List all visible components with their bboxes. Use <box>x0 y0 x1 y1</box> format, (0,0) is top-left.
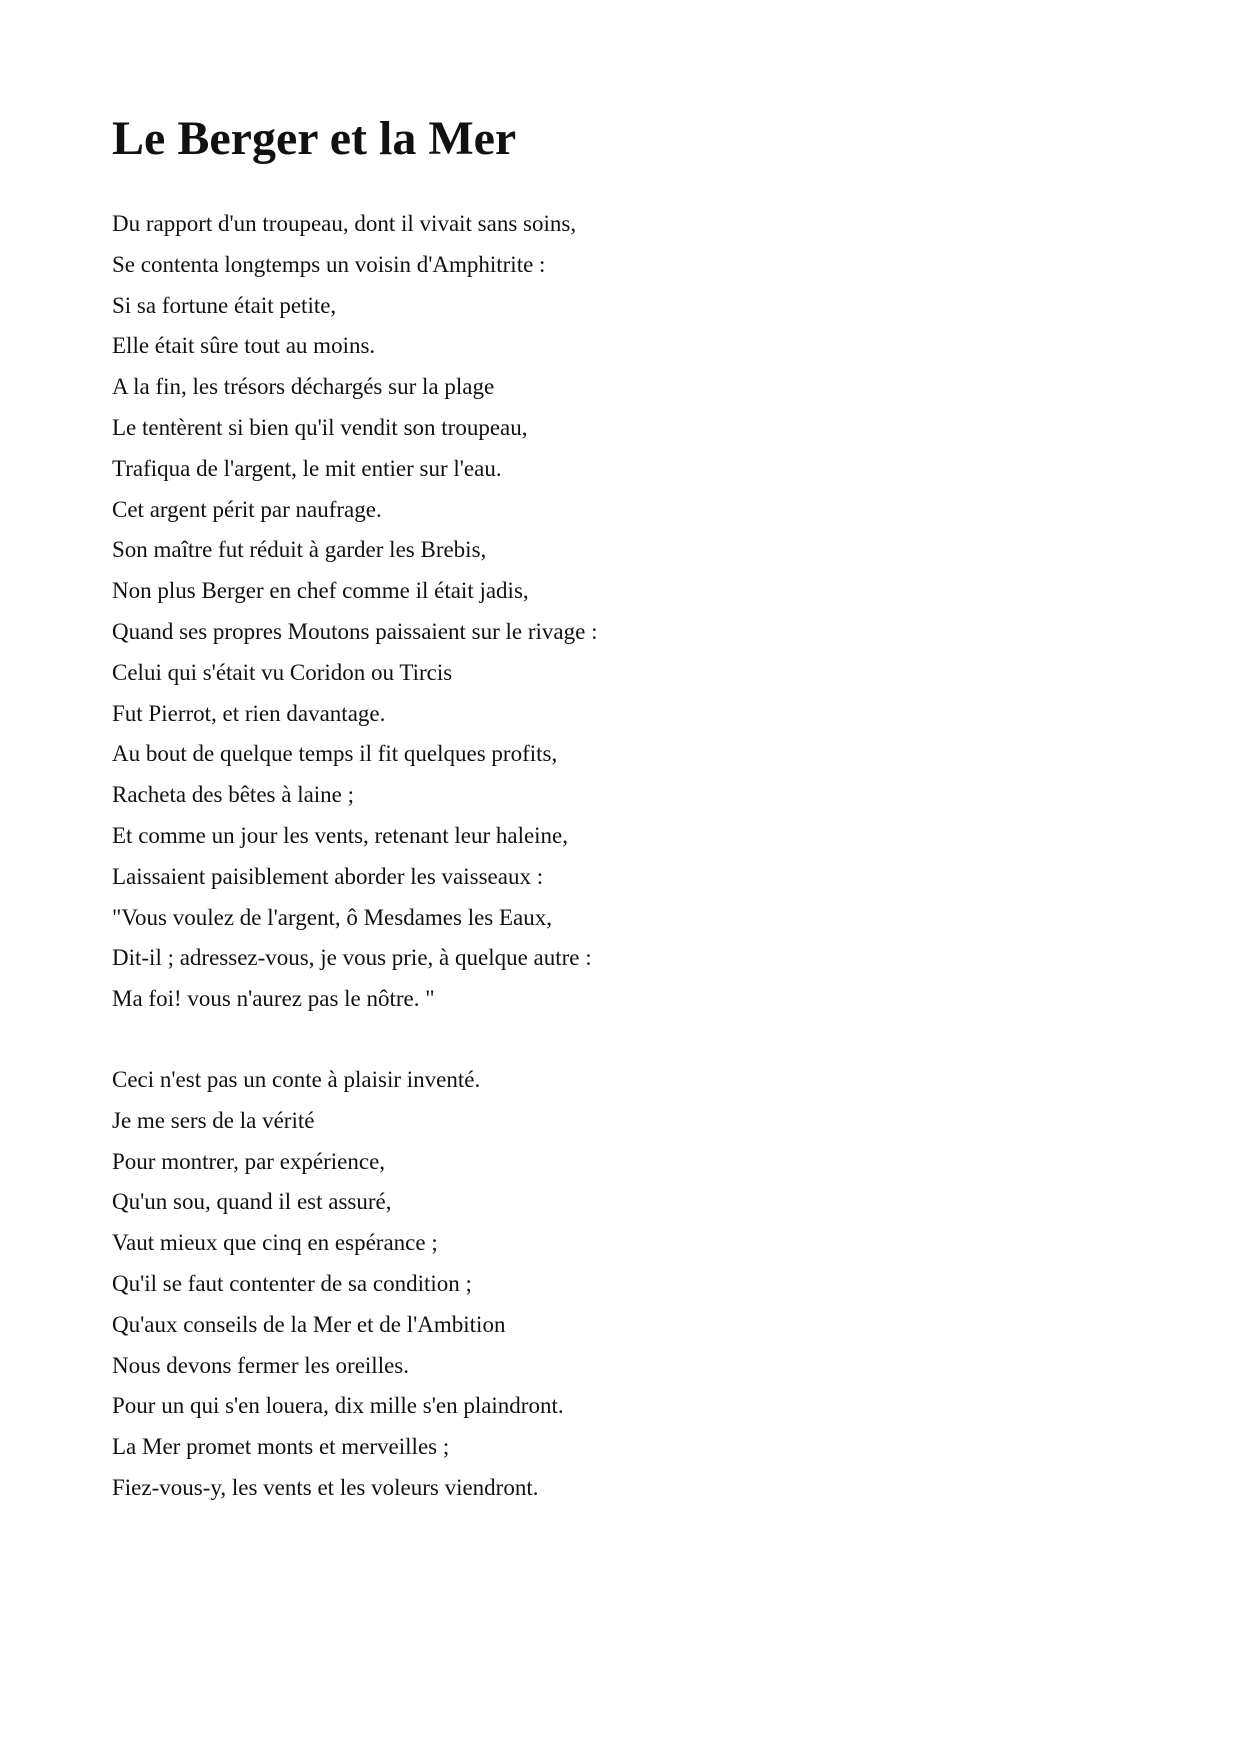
poem-line: Le tentèrent si bien qu'il vendit son troupeau, <box>112 414 528 440</box>
poem-line: Cet argent périt par naufrage. <box>112 496 382 522</box>
poem-line: Racheta des bêtes à laine ; <box>112 782 355 808</box>
poem-line: Pour montrer, par expérience, <box>112 1148 386 1174</box>
poem-line: Laissaient paisiblement aborder les vaisseaux : <box>112 863 544 889</box>
stanza <box>112 204 1242 1020</box>
poem-line: Ma foi! vous n'aurez pas le nôtre. " <box>112 986 435 1012</box>
poem-line: Au bout de quelque temps il fit quelques profits, <box>112 741 558 767</box>
poem-line: Ceci n'est pas un conte à plaisir inventé. <box>112 1066 481 1092</box>
poem-line: Du rapport d'un troupeau, dont il vivait sans soins, <box>112 211 577 236</box>
poem-line: Fiez-vous-y, les vents et les voleurs viendront. <box>112 1474 539 1500</box>
poem-line: Pour un qui s'en louera, dix mille s'en plaindront. <box>112 1393 564 1419</box>
poem-line: Si sa fortune était petite, <box>112 292 337 318</box>
poem-line: A la fin, les trésors déchargés sur la plage <box>112 374 495 400</box>
poem-line: Son maître fut réduit à garder les Brebis, <box>112 537 487 563</box>
poem-line: Celui qui s'était vu Coridon ou Tircis <box>112 659 453 685</box>
poem-line: Se contenta longtemps un voisin d'Amphitrite : <box>112 251 546 277</box>
poem-line: Qu'aux conseils de la Mer et de l'Ambition <box>112 1311 506 1337</box>
poem-line: Dit-il ; adressez-vous, je vous prie, à quelque autre : <box>112 945 592 971</box>
poem-line: Je me sers de la vérité <box>112 1107 315 1133</box>
poem-line: Vaut mieux que cinq en espérance ; <box>112 1230 438 1256</box>
poem-line: Qu'il se faut contenter de sa condition ; <box>112 1270 472 1296</box>
poem-line: Quand ses propres Moutons paissaient sur le rivage : <box>112 618 598 644</box>
poem-line: La Mer promet monts et merveilles ; <box>112 1434 450 1460</box>
poem-title: Le Berger et la Mer <box>112 112 517 165</box>
poem-line: Et comme un jour les vents, retenant leur haleine, <box>112 822 569 848</box>
poem-line: Trafiqua de l'argent, le mit entier sur l'eau. <box>112 455 502 481</box>
poem-line: Elle était sûre tout au moins. <box>112 333 376 359</box>
poem-line: Nous devons fermer les oreilles. <box>112 1352 410 1378</box>
poem-line: Non plus Berger en chef comme il était jadis, <box>112 578 529 604</box>
stanza-moral <box>112 1060 1242 1509</box>
poem-line: Qu'un sou, quand il est assuré, <box>112 1189 392 1215</box>
poem-line: "Vous voulez de l'argent, ô Mesdames les Eaux, <box>112 904 553 930</box>
poem-line: Fut Pierrot, et rien davantage. <box>112 700 386 726</box>
